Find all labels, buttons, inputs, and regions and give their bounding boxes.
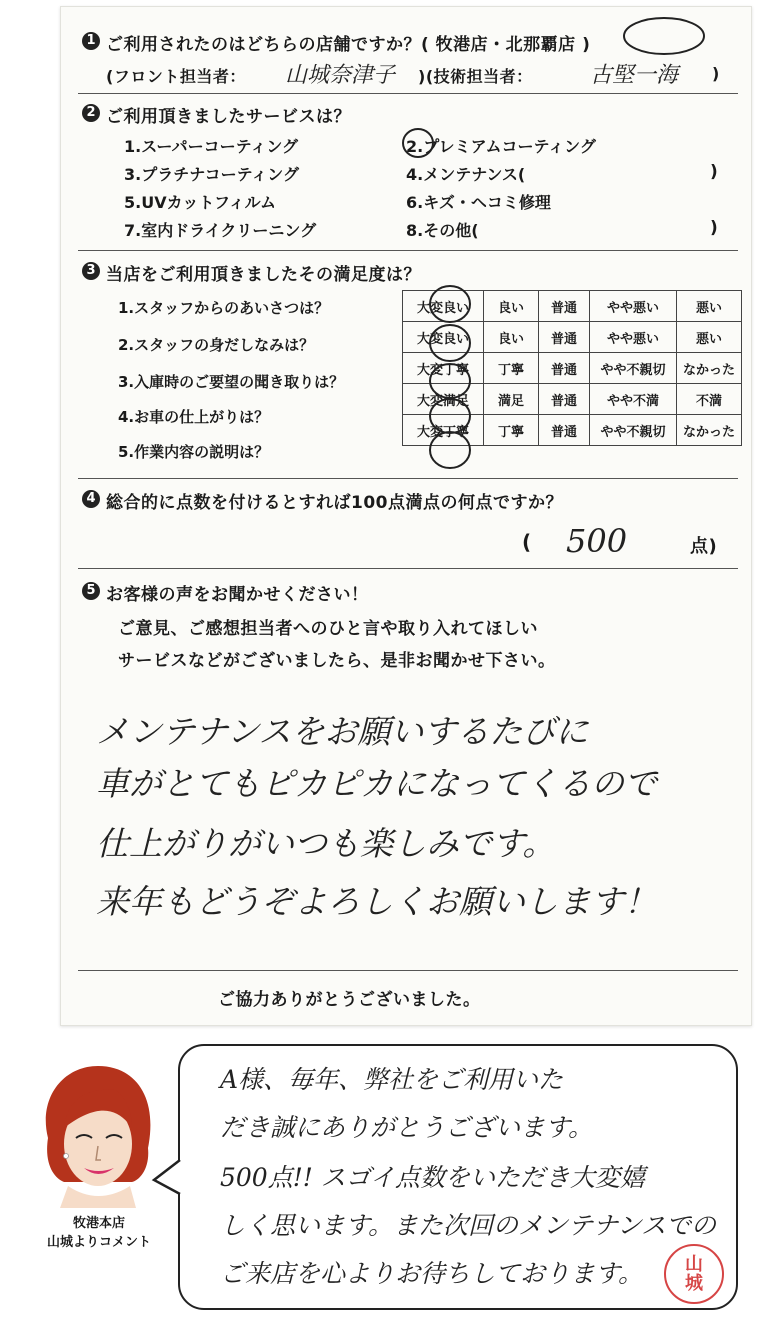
divider	[78, 478, 738, 479]
question-1-number: 1	[82, 32, 100, 50]
service-option: 3.プラチナコーティング	[124, 165, 299, 184]
option-cell: 大変丁寧	[403, 415, 484, 446]
reply-line: しく思います。また次回のメンテナンスでの	[220, 1211, 717, 1240]
question-3-text: 当店をご利用頂きましたその満足度は？	[106, 265, 421, 285]
reply-line: ご来店を心よりお待ちしております。	[220, 1259, 644, 1288]
satisfaction-row-label: 5.作業内容の説明は？	[118, 443, 270, 461]
question-3-number: 3	[82, 262, 100, 280]
score-value: 500	[566, 522, 628, 560]
service-option: 6.キズ・ヘコミ修理	[406, 193, 551, 212]
stamp-char: 山	[685, 1254, 703, 1275]
close-paren: )	[710, 162, 718, 182]
option-cell: 大変丁寧	[403, 353, 484, 384]
option-cell: 普通	[539, 322, 590, 353]
option-cell: なかった	[677, 353, 742, 384]
score-unit: 点)	[690, 536, 718, 557]
question-5-number: 5	[82, 582, 100, 600]
option-cell: やや悪い	[590, 322, 677, 353]
option-cell: 普通	[539, 353, 590, 384]
option-cell: 良い	[484, 291, 539, 322]
stamp-char: 城	[685, 1273, 703, 1294]
divider	[78, 93, 738, 94]
option-cell: やや不満	[590, 384, 677, 415]
service-option: 8.その他(	[406, 221, 479, 240]
divider	[78, 970, 738, 971]
service-option: 5.UVカットフィルム	[124, 193, 277, 212]
reply-line: 500点!! スゴイ点数をいただき大変嬉	[220, 1163, 646, 1192]
service-option: 1.スーパーコーティング	[124, 137, 299, 156]
question-1-text: ご利用されたのはどちらの店舗ですか？( 牧港店・北那覇店 )	[106, 35, 591, 55]
divider	[78, 250, 738, 251]
customer-comment-line: 仕上がりがいつも楽しみです。	[96, 824, 556, 863]
question-5-text: お客様の声をお聞かせください！	[106, 585, 369, 605]
reply-line: A様、毎年、弊社をご利用いた	[220, 1065, 564, 1094]
staff-caption-comment: 山城よりコメント	[46, 1235, 151, 1250]
option-cell: 悪い	[677, 291, 742, 322]
satisfaction-row-label: 1.スタッフからのあいさつは？	[118, 299, 330, 317]
option-cell: 普通	[539, 291, 590, 322]
staff-portrait	[28, 1058, 163, 1208]
customer-comment-line: メンテナンスをお願いするたびに	[96, 712, 589, 751]
service-option-selected: 2.プレミアムコーティング	[406, 137, 596, 156]
option-cell: 丁寧	[484, 353, 539, 384]
option-cell: 満足	[484, 384, 539, 415]
divider	[78, 568, 738, 569]
name-seal-stamp	[664, 1244, 724, 1304]
question-2-text: ご利用頂きましたサービスは？	[106, 107, 351, 127]
service-option: 4.メンテナンス(	[406, 165, 526, 184]
satisfaction-row-label: 2.スタッフの身だしなみは？	[118, 336, 315, 354]
option-cell: 不満	[677, 384, 742, 415]
store-selection-circle	[620, 14, 710, 58]
close-paren: )	[710, 218, 718, 238]
option-cell: 普通	[539, 384, 590, 415]
satisfaction-selection-marks	[420, 282, 480, 482]
option-cell: なかった	[677, 415, 742, 446]
question-2-number: 2	[82, 104, 100, 122]
customer-comment-line: 車がとてもピカピカになってくるので	[96, 764, 657, 803]
option-cell: やや悪い	[590, 291, 677, 322]
satisfaction-row-label: 3.入庫時のご要望の聞き取りは？	[118, 373, 345, 391]
question-4-number: 4	[82, 490, 100, 508]
tech-staff-name: 古堅一海	[590, 63, 679, 88]
question-5-subtext: サービスなどがございましたら、是非お聞かせ下さい。	[118, 651, 556, 671]
front-staff-name: 山城奈津子	[285, 63, 396, 88]
front-staff-label: (フロント担当者：	[106, 67, 246, 86]
option-cell: 丁寧	[484, 415, 539, 446]
option-cell: 大変良い	[403, 291, 484, 322]
option-cell: やや不親切	[590, 415, 677, 446]
option-cell: 大変満足	[403, 384, 484, 415]
option-cell: 良い	[484, 322, 539, 353]
reply-line: だき誠にありがとうございます。	[220, 1113, 594, 1142]
staff-caption-store: 牧港本店	[72, 1216, 125, 1231]
option-cell: 大変良い	[403, 322, 484, 353]
service-selection-circle	[400, 126, 436, 160]
thanks-message: ご協力ありがとうございました。	[218, 990, 481, 1010]
question-5-subtext: ご意見、ご感想担当者へのひと言や取り入れてほしい	[118, 619, 538, 639]
service-option: 7.室内ドライクリーニング	[124, 221, 317, 240]
customer-comment-line: 来年もどうぞよろしくお願いします！	[96, 882, 657, 921]
score-open-paren: (	[522, 530, 532, 554]
option-cell: 普通	[539, 415, 590, 446]
q1-close-paren: )	[712, 64, 720, 83]
satisfaction-row-label: 4.お車の仕上がりは？	[118, 408, 270, 426]
staff-reply-bubble	[178, 1044, 738, 1310]
tech-staff-label: )(技術担当者：	[418, 67, 533, 86]
bubble-tail	[150, 1156, 184, 1200]
option-cell: 悪い	[677, 322, 742, 353]
question-4-text: 総合的に点数を付けるとすれば100点満点の何点ですか？	[106, 493, 563, 513]
option-cell: やや不親切	[590, 353, 677, 384]
